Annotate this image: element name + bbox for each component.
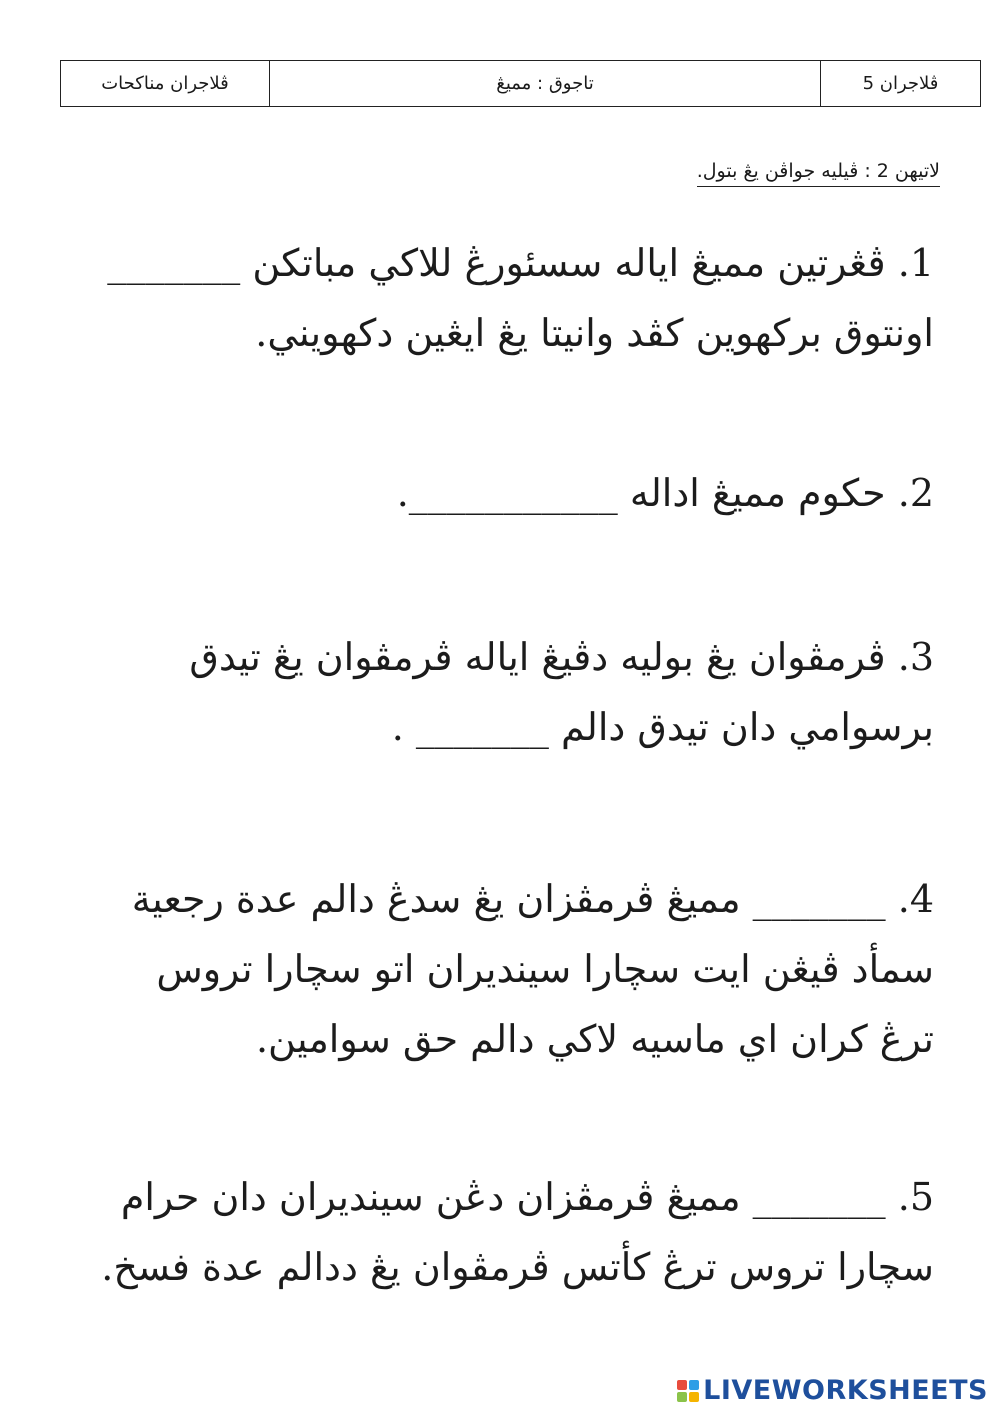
question-1: 1. ڤڠرتين مميڠ اياله سسئورڠ للاكي مباتكن _______ اونتوق بركهوين كڤد وانيتا يڠ ايڠين دكهويني.: [107, 241, 934, 355]
liveworksheets-logo: [677, 1375, 988, 1406]
question-3: 3. ڤرمڤوان يڠ بوليه دڤيڠ اياله ڤرمڤوان يڠ تيدق برسوامي دان تيدق دالم _______ .: [189, 635, 934, 749]
header-cell-lesson: ڤلاجران 5: [821, 61, 981, 107]
logo-square-red: [677, 1380, 687, 1390]
logo-square-blue: [689, 1380, 699, 1390]
exercise-instruction: لاتيهن 2 : ڤيليه جواڤن يڠ بتول.: [697, 160, 940, 187]
question-5: 5. _______ مميڠ ڤرمڤزان دڠن سينديران دان حرام سچارا تروس ترڠ كأتس ڤرمڤوان يڠ ددالم عدة فسخ.: [101, 1175, 934, 1289]
question-2: 2. حكوم مميڠ اداله ___________.: [396, 471, 934, 515]
question-4: 4. _______ مميڠ ڤرمڤزان يڠ سدڠ دالم عدة رجعية سمأد ڤيڠن ايت سچارا سينديران اتو سچارا تروس ترڠ كران اي ماسيه لاكي دالم حق سوامين.: [131, 877, 934, 1061]
liveworksheets-logo-icon: [677, 1380, 699, 1402]
header-cell-topic: تاجوق : مميڠ: [270, 61, 821, 107]
header-table: [60, 60, 981, 107]
header-cell-title: ڤلاجران مناكحات: [61, 61, 270, 107]
liveworksheets-logo-text: LIVEWORKSHEETS: [703, 1375, 988, 1406]
logo-square-yellow: [689, 1392, 699, 1402]
logo-square-green: [677, 1392, 687, 1402]
header-row: [61, 61, 981, 107]
